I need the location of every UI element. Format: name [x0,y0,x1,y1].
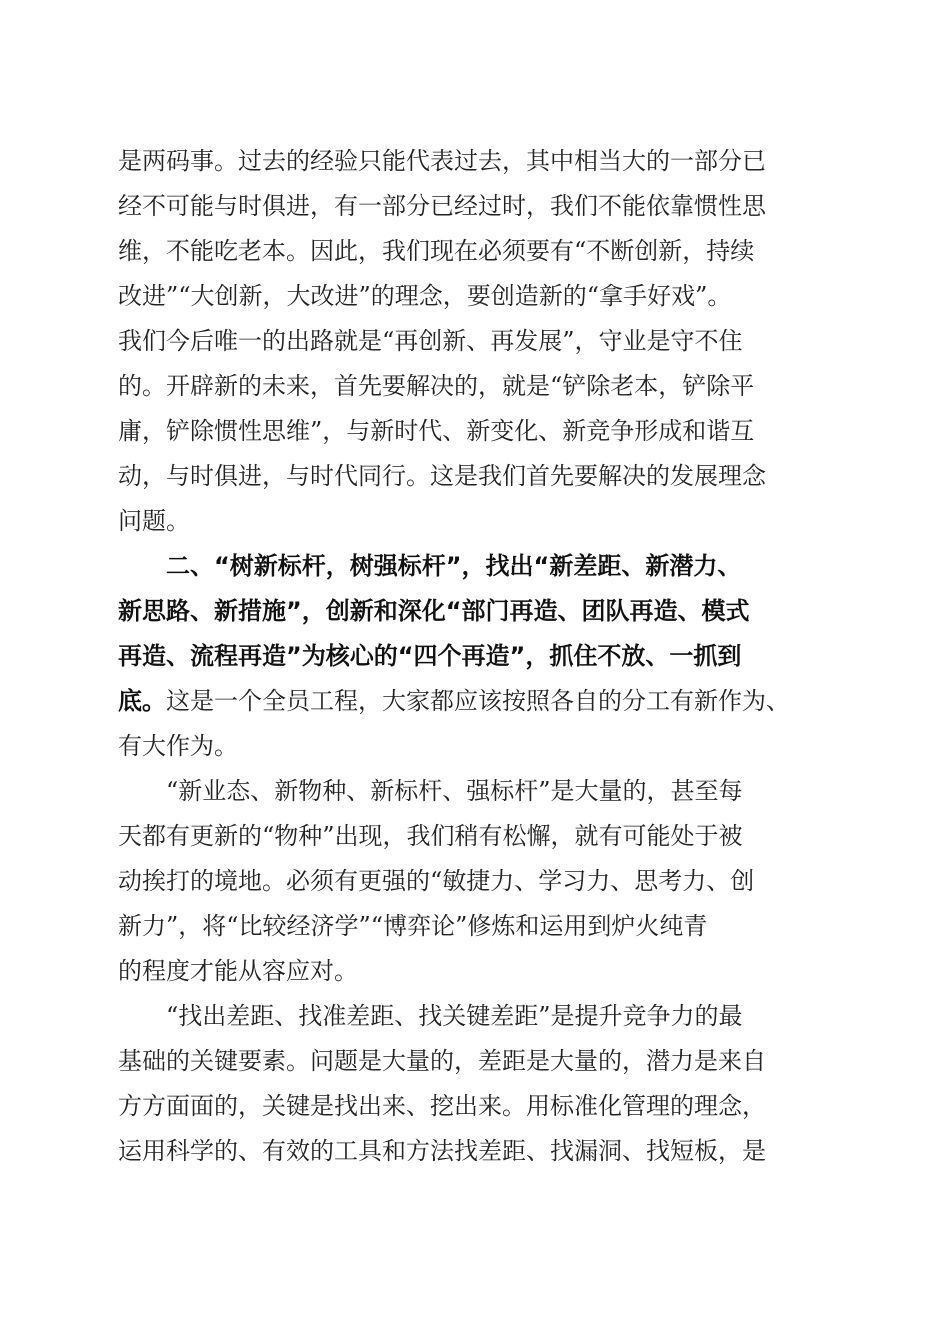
section-body-line: 有大作为。 [118,732,238,760]
paragraph-3-line: 动挨打的境地。必须有更强的“敏捷力、学习力、思考力、创 [118,867,755,895]
section-body-text: 这是一个全员工程，大家都应该按照各自的分工有新作为、 [166,687,790,715]
paragraph-1-line: 我们今后唯一的出路就是“再创新、再发展”，守业是守不住 [118,327,743,355]
paragraph-1-line: 庸，铲除惯性思维”，与新时代、新变化、新竞争形成和谐互 [118,417,755,445]
paragraph-3-line: “新业态、新物种、新标杆、强标杆”是大量的，甚至每 [166,777,743,805]
paragraph-1-line: 的。开辟新的未来，首先要解决的，就是“铲除老本，铲除平 [118,372,755,400]
paragraph-1-line: 动，与时俱进，与时代同行。这是我们首先要解决的发展理念 [118,462,766,490]
paragraph-3-line: 天都有更新的“物种”出现，我们稍有松懈，就有可能处于被 [118,822,743,850]
paragraph-4-line: 基础的关键要素。问题是大量的，差距是大量的，潜力是来自 [118,1047,766,1075]
section-heading-line: 新思路、新措施”，创新和深化“部门再造、团队再造、模式 [118,597,750,625]
paragraph-1-line: 改进”“大创新，大改进”的理念，要创造新的“拿手好戏”。 [118,282,732,310]
section-heading-mixed-line [118,684,790,718]
section-heading-tail: 底。 [118,687,166,715]
paragraph-4-line: “找出差距、找准差距、找关键差距”是提升竞争力的最 [166,1002,743,1030]
paragraph-4-line: 运用科学的、有效的工具和方法找差距、找漏洞、找短板，是 [118,1137,766,1165]
paragraph-1-line: 经不可能与时俱进，有一部分已经过时，我们不能依靠惯性思 [118,192,766,220]
paragraph-1-line: 维，不能吃老本。因此，我们现在必须要有“不断创新，持续 [118,237,755,265]
paragraph-1-line: 问题。 [118,507,190,535]
paragraph-3-line: 新力”，将“比较经济学”“博弈论”修炼和运用到炉火纯青 [118,912,708,940]
paragraph-1-line: 是两码事。过去的经验只能代表过去，其中相当大的一部分已 [118,147,766,175]
paragraph-4-line: 方方面面的，关键是找出来、挖出来。用标准化管理的理念， [118,1092,766,1120]
section-heading-line: 再造、流程再造”为核心的“四个再造”，抓住不放、一抓到 [118,642,742,670]
paragraph-3-line: 的程度才能从容应对。 [118,957,358,985]
section-heading-line: 二、“树新标杆，树强标杆”，找出“新差距、新潜力、 [166,552,742,580]
